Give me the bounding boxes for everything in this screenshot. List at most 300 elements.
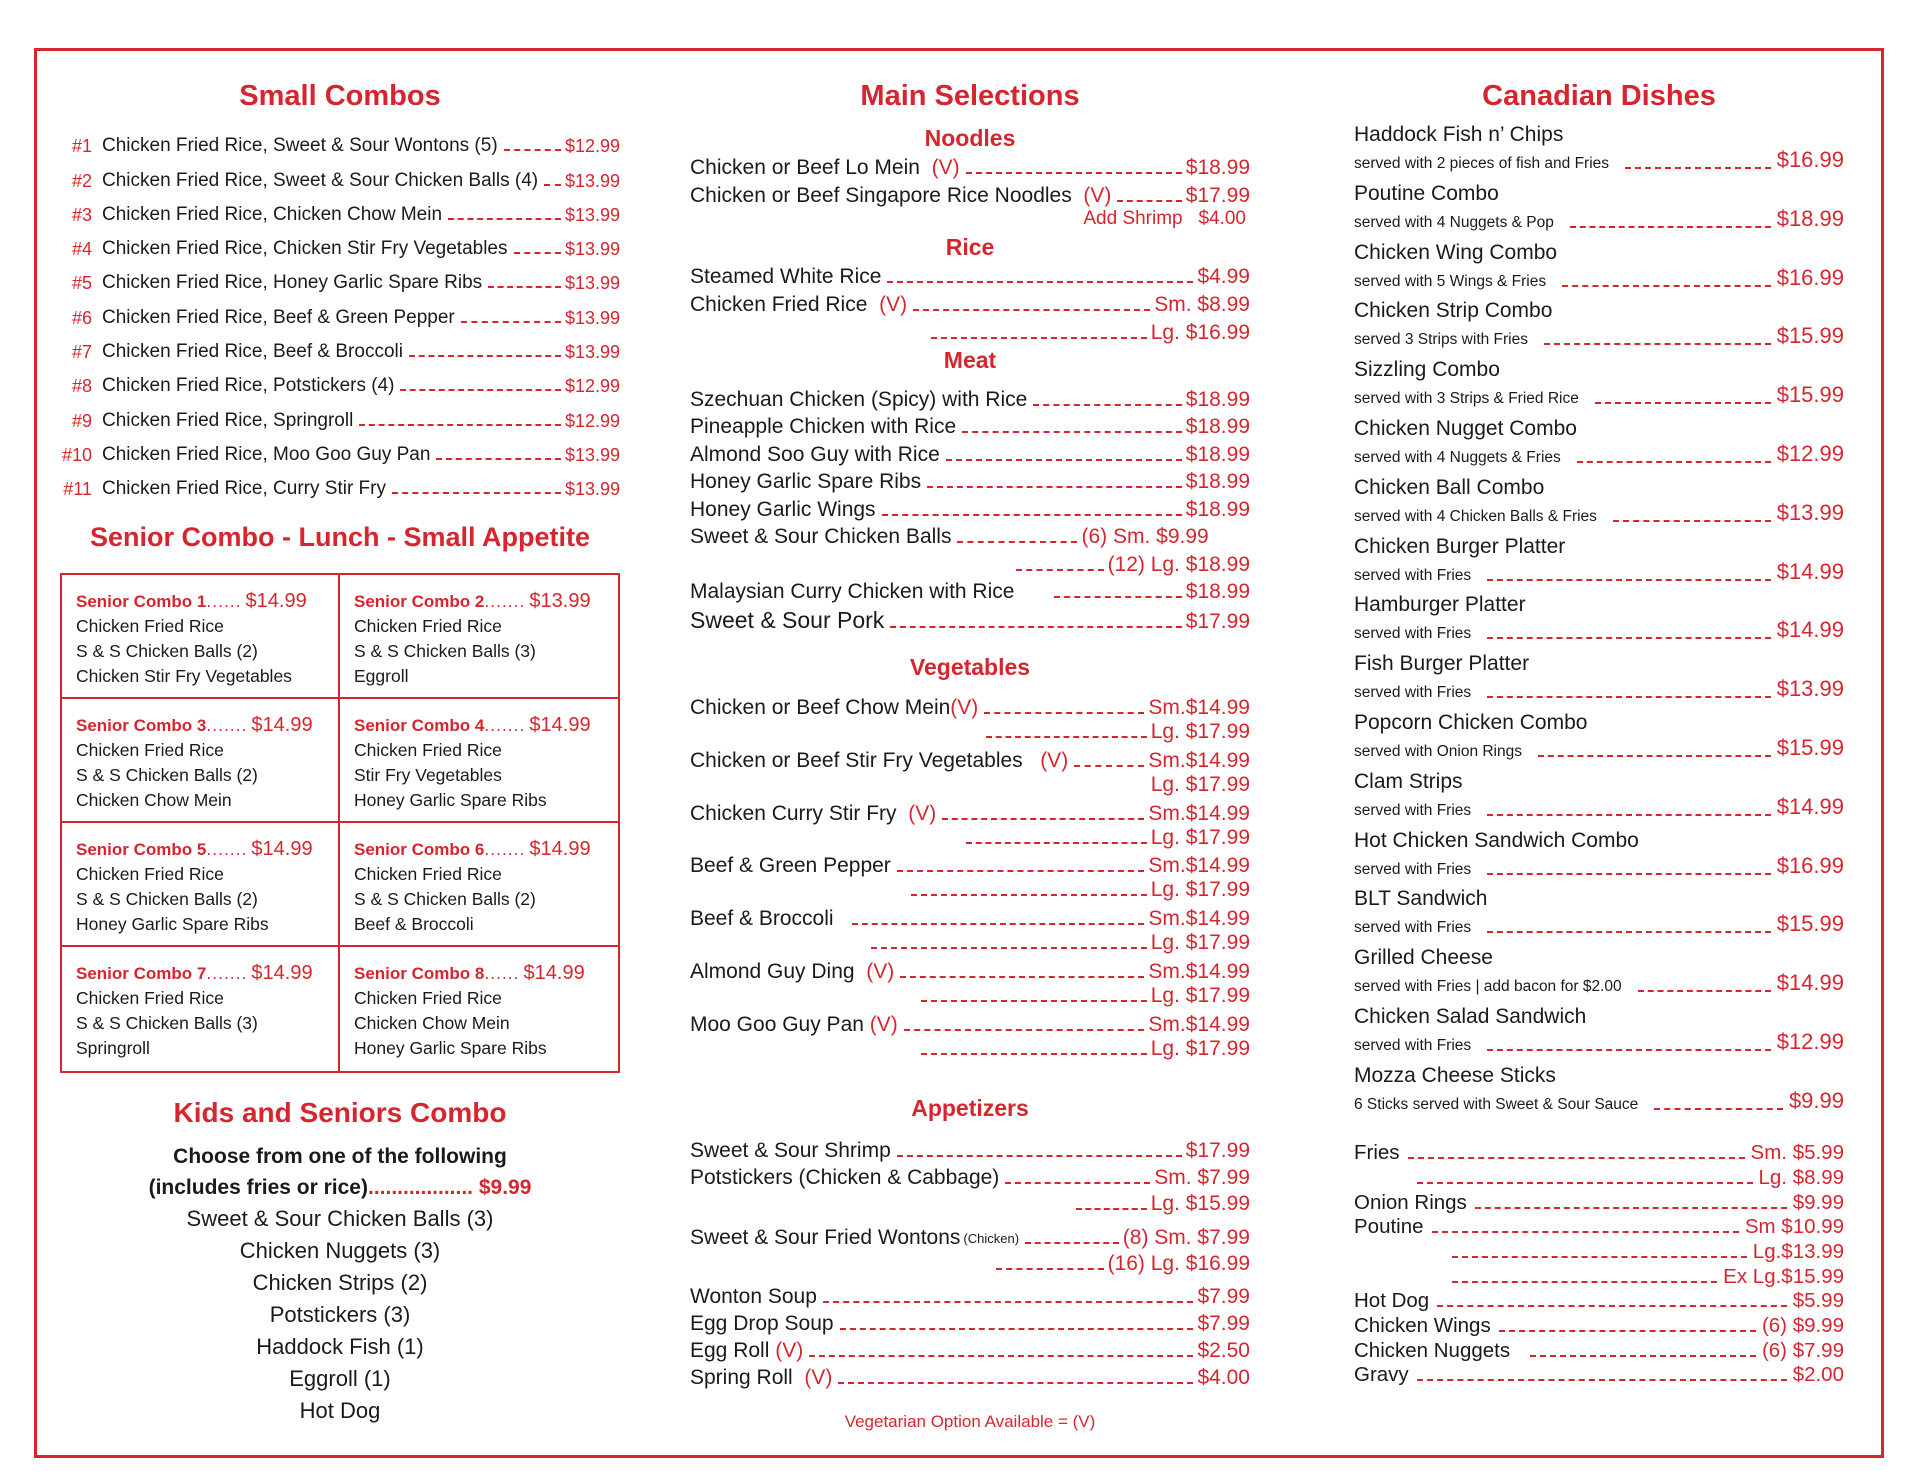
side-name: Poutine [1354,1215,1424,1239]
item-subtitle: served with Fries [1354,801,1472,819]
item-subtitle: served 3 Strips with Fries [1354,331,1528,349]
combo-price: $13.99 [564,342,620,363]
list-item: Hot Dog [299,1398,381,1424]
combo-price: $13.99 [564,307,620,328]
item-price-large: Lg. $17.99 [1150,772,1250,796]
combo-number: #11 [63,479,92,500]
item-name: Wonton Soup [690,1284,817,1308]
item-price: $17.99 [1185,610,1250,633]
combo-price: $12.99 [564,376,620,397]
kids-choose: Choose from one of the following [173,1145,507,1169]
item-name: Potstickers (Chicken & Cabbage) [690,1165,1000,1189]
combo-name: Chicken Fried Rice, Chicken Stir Fry Vegetables [102,238,508,260]
item-price-small: Sm.$14.99 [1148,907,1250,931]
item-name: Chicken Strip Combo [1354,299,1553,323]
item-price: $14.99 [1776,970,1844,996]
senior-combo-name: Senior Combo 8 [354,964,485,984]
list-item [1354,535,1844,594]
senior-combo-card: Senior Combo 4 ....... $14.99 Chicken Fried Rice Stir Fry Vegetables Honey Garlic Spare Ribs [340,699,618,823]
combo-line: Honey Garlic Spare Ribs [354,790,547,811]
combo-line: Stir Fry Vegetables [354,765,502,786]
list-item [1354,887,1844,946]
item-name: Grilled Cheese [1354,946,1493,970]
menu-row [690,1216,1250,1250]
appetizers-title: Appetizers [911,1094,1029,1121]
list-item [60,192,620,226]
item-name: Mozza Cheese Sticks [1354,1063,1556,1087]
combo-price: $13.99 [564,479,620,500]
combo-number: #3 [71,204,92,225]
item-name: Chicken or Beef Chow Mein [690,696,951,719]
senior-combo-name: Senior Combo 6 [354,840,485,860]
side-name: Chicken Nuggets [1354,1338,1511,1362]
item-name: Hot Chicken Sandwich Combo [1354,828,1639,852]
combo-name: Chicken Fried Rice, Honey Garlic Spare Ribs [102,272,483,294]
list-item [60,226,620,260]
combo-number: #2 [71,170,92,191]
item-name: Almond Soo Guy with Rice [690,442,940,466]
item-price: $2.50 [1197,1338,1250,1362]
item-subtitle: served with 4 Nuggets & Pop [1354,213,1554,231]
list-item [1354,182,1844,241]
veg-mark: (V) [908,801,937,825]
senior-combo-name: Senior Combo 4 [354,716,485,736]
combo-name: Chicken Fried Rice, Curry Stir Fry [102,478,386,500]
side-row [1354,1338,1844,1363]
item-subtitle: served with Onion Rings [1354,742,1522,760]
item-name: Beef & Green Pepper [690,854,891,878]
item-name: Chicken Wing Combo [1354,240,1558,264]
side-row [1354,1363,1844,1388]
side-row [1354,1264,1844,1289]
senior-combo-price: $14.99 [245,590,307,613]
combo-line: Chicken Fried Rice [354,864,502,885]
item-name: Sizzling Combo [1354,358,1500,382]
item-price-small: Sm.$14.99 [1148,1012,1250,1036]
list-item [690,851,1250,904]
add-shrimp-line [690,208,1250,234]
item-name: Chicken or Beef Stir Fry Vegetables [690,748,1023,772]
list-item [1354,593,1844,652]
list-item [1354,829,1844,888]
senior-combo-grid [60,573,620,1073]
combo-line: S & S Chicken Balls (2) [76,765,258,786]
combo-line: S & S Chicken Balls (3) [354,641,536,662]
side-row [1354,1239,1844,1264]
combo-number: #7 [71,342,92,363]
item-subtitle: served with Fries | add bacon for $2.00 [1354,978,1622,996]
item-subtitle: served with Fries [1354,1036,1472,1054]
add-shrimp-label: Add Shrimp [1083,208,1183,229]
veg-mark: (V) [804,1365,833,1389]
item-price: $18.99 [1185,415,1250,438]
senior-combo-card: Senior Combo 1 ...... $14.99 Chicken Fried Rice S & S Chicken Balls (2) Chicken Stir Fry Vegetables [62,575,340,699]
menu-row [690,1136,1250,1163]
side-price: (6) $9.99 [1761,1314,1844,1338]
list-item [1354,241,1844,300]
menu-row [690,1336,1250,1363]
combo-price: $13.99 [564,239,620,260]
combo-number: #10 [61,444,92,465]
list-item [60,363,620,397]
menu-row [690,439,1250,467]
combo-name: Chicken Fried Rice, Sweet & Sour Chicken Balls (4) [102,169,539,191]
menu-row [690,577,1250,605]
menu-row [690,1163,1250,1190]
item-price: $14.99 [1776,793,1844,819]
item-price-large: Lg. $17.99 [1150,720,1250,743]
list-item [1354,358,1844,417]
list-item [690,799,1250,852]
side-name: Gravy [1354,1363,1409,1387]
side-price: Lg.$13.99 [1752,1239,1844,1263]
item-price: $14.99 [1776,558,1844,584]
combo-line: S & S Chicken Balls (2) [76,889,258,910]
list-item [1354,946,1844,1005]
item-price-large: Lg. $17.99 [1150,931,1250,955]
senior-combo-name: Senior Combo 1 [76,592,207,612]
item-name: Chicken Nugget Combo [1354,416,1577,440]
senior-combo-price: $14.99 [523,962,585,985]
combo-number: #4 [71,239,92,260]
canadian-dishes-title: Canadian Dishes [1482,80,1716,112]
item-name: Malaysian Curry Chicken with Rice [690,580,1015,603]
small-combos-title: Small Combos [239,80,441,112]
item-name: Sweet & Sour Fried Wontons [690,1225,961,1249]
veg-mark: (V) [775,1338,804,1362]
senior-combo-card: Senior Combo 8 ...... $14.99 Chicken Fried Rice Chicken Chow Mein Honey Garlic Spare Ribs [340,947,618,1071]
item-name: Steamed White Rice [690,265,882,288]
list-item [1354,770,1844,829]
list-item [1354,476,1844,535]
item-price: $15.99 [1776,382,1844,408]
senior-combo-card: Senior Combo 7 ....... $14.99 Chicken Fried Rice S & S Chicken Balls (3) Springroll [62,947,340,1071]
combo-price: $12.99 [564,410,620,431]
veg-mark: (V) [869,1012,898,1036]
list-item [690,693,1250,746]
senior-combo-name: Senior Combo 3 [76,716,207,736]
list-item: Sweet & Sour Chicken Balls (3) [186,1206,494,1232]
item-price: $12.99 [1776,1028,1844,1054]
add-shrimp-price: $4.00 [1198,208,1246,229]
menu-row [690,1363,1250,1390]
side-row [1354,1190,1844,1215]
item-subtitle: served with 2 pieces of fish and Fries [1354,155,1610,172]
item-name: Szechuan Chicken (Spicy) with Rice [690,387,1028,411]
item-name: Honey Garlic Wings [690,497,876,521]
senior-combo-name: Senior Combo 7 [76,964,207,984]
item-price-large: Lg. $17.99 [1150,1036,1250,1060]
sides-list [1354,1141,1844,1388]
list-item [60,260,620,294]
combo-number: #6 [71,307,92,328]
combo-price: $13.99 [564,273,620,294]
senior-combo-price: $14.99 [529,838,591,861]
kids-includes: (includes fries or rice) [148,1176,368,1200]
item-price: Lg. $16.99 [1150,321,1250,344]
item-subtitle: served with Fries [1354,919,1472,937]
item-subtitle: served with Fries [1354,860,1472,878]
combo-number: #1 [71,136,92,157]
item-name: Honey Garlic Spare Ribs [690,470,922,493]
combo-number: #8 [71,376,92,397]
item-price: $13.99 [1776,676,1844,702]
item-price-small: Sm.$14.99 [1148,748,1250,772]
menu-row [690,1250,1250,1276]
item-price: $15.99 [1776,911,1844,937]
vegetarian-footnote: Vegetarian Option Available = (V) [844,1411,1096,1431]
item-name: Chicken Fried Rice [690,293,868,316]
list-item [60,294,620,328]
side-price: Ex Lg.$15.99 [1723,1264,1844,1288]
item-price: $9.99 [1788,1087,1844,1113]
item-price-small: Sm.$14.99 [1148,854,1250,878]
veg-mark: (V) [1040,748,1069,772]
senior-combo-card: Senior Combo 5 ....... $14.99 Chicken Fried Rice S & S Chicken Balls (2) Honey Garlic Spare Ribs [62,823,340,947]
combo-price: $13.99 [564,204,620,225]
combo-line: Chicken Fried Rice [354,740,502,761]
item-name: Beef & Broccoli [690,907,834,931]
item-name: Almond Guy Ding [690,959,855,983]
item-subtitle: served with Fries [1354,684,1472,702]
item-subtitle: served with Fries [1354,566,1472,584]
item-name: Chicken or Beef Lo Mein [690,156,920,179]
list-item: Chicken Strips (2) [252,1270,428,1296]
combo-name: Chicken Fried Rice, Beef & Green Pepper [102,306,455,328]
item-subtitle: 6 Sticks served with Sweet & Sour Sauce [1354,1095,1639,1113]
veg-mark: (V) [950,696,979,719]
item-name: Moo Goo Guy Pan [690,1012,864,1036]
menu-row [690,1309,1250,1336]
item-subtitle: served with 5 Wings & Fries [1354,272,1547,290]
combo-line: Springroll [76,1038,150,1059]
item-price-large: Lg. $17.99 [1150,825,1250,849]
combo-line: Honey Garlic Spare Ribs [76,914,269,935]
item-price: $12.99 [1776,440,1844,466]
combo-name: Chicken Fried Rice, Potstickers (4) [102,375,395,397]
combo-line: Honey Garlic Spare Ribs [354,1038,547,1059]
item-price: $15.99 [1776,734,1844,760]
item-price: $15.99 [1776,323,1844,349]
veg-mark: (V) [1083,184,1112,207]
kids-combo-list [60,1203,620,1427]
side-row [1354,1289,1844,1314]
list-item: Eggroll (1) [289,1366,391,1392]
senior-combo-card: Senior Combo 2 ....... $13.99 Chicken Fried Rice S & S Chicken Balls (3) Eggroll [340,575,618,699]
senior-combo-name: Senior Combo 5 [76,840,207,860]
side-price: (6) $7.99 [1761,1338,1844,1362]
menu-row [690,412,1250,440]
item-name: Chicken Salad Sandwich [1354,1004,1587,1028]
item-name: Spring Roll [690,1365,793,1389]
item-name: Chicken Ball Combo [1354,475,1545,499]
combo-name: Chicken Fried Rice, Beef & Broccoli [102,341,403,363]
item-price: $4.00 [1197,1365,1250,1389]
kids-combo-title: Kids and Seniors Combo [173,1097,507,1129]
list-item [60,123,620,157]
item-price: $16.99 [1776,852,1844,878]
item-price: $4.99 [1197,265,1250,288]
combo-line: Chicken Chow Mein [76,790,232,811]
combo-number: #5 [71,273,92,294]
item-name: Haddock Fish n’ Chips [1354,123,1564,146]
list-item [1354,711,1844,770]
item-name: Pineapple Chicken with Rice [690,415,957,438]
side-row [1354,1215,1844,1240]
item-note: (Chicken) [963,1230,1020,1246]
senior-combo-title: Senior Combo - Lunch - Small Appetite [89,522,590,553]
item-subtitle: served with 4 Chicken Balls & Fries [1354,507,1597,525]
combo-line: Eggroll [354,666,409,687]
combo-line: S & S Chicken Balls (3) [76,1013,258,1034]
menu-row [690,1190,1250,1216]
small-combos-list [60,123,620,500]
menu-row [690,261,1250,289]
side-price: $2.00 [1792,1363,1844,1387]
kids-price: $9.99 [478,1176,532,1200]
menu-row [690,180,1250,208]
combo-line: Chicken Fried Rice [76,864,224,885]
combo-line: S & S Chicken Balls (2) [76,641,258,662]
combo-line: Chicken Fried Rice [76,988,224,1009]
combo-line: Chicken Fried Rice [354,988,502,1009]
list-item [1354,1005,1844,1064]
combo-line: Chicken Stir Fry Vegetables [76,666,292,687]
right-column [1354,80,1844,1387]
list-item: Haddock Fish (1) [256,1334,424,1360]
item-price: $18.99 [1185,156,1250,179]
veg-mark: (V) [879,293,908,316]
senior-combo-name: Senior Combo 2 [354,592,485,612]
item-name: Chicken or Beef Singapore Rice Noodles [690,184,1072,207]
item-name: Sweet & Sour Pork [690,607,885,633]
menu-row [690,152,1250,180]
list-item [690,957,1250,1010]
combo-line: Chicken Chow Mein [354,1013,510,1034]
senior-combo-card: Senior Combo 3 ....... $14.99 Chicken Fried Rice S & S Chicken Balls (2) Chicken Chow Mein [62,699,340,823]
list-item [60,329,620,363]
veg-mark: (V) [866,959,895,983]
list-item: Potstickers (3) [269,1302,411,1328]
combo-line: S & S Chicken Balls (2) [354,889,536,910]
list-item [690,904,1250,957]
item-price: $17.99 [1185,184,1250,207]
combo-name: Chicken Fried Rice, Sweet & Sour Wontons (5) [102,135,498,157]
kids-combo-header [60,1141,620,1203]
list-item [690,746,1250,799]
list-item [1354,1064,1844,1123]
senior-combo-price: $14.99 [251,714,313,737]
item-name: Sweet & Sour Shrimp [690,1138,891,1162]
item-price: $18.99 [1185,387,1250,411]
item-price-large: (16) Lg. $16.99 [1107,1251,1250,1275]
item-price-small: (8) Sm. $7.99 [1122,1225,1250,1249]
vegetables-title: Vegetables [909,654,1031,680]
side-price: Lg. $8.99 [1758,1165,1844,1189]
senior-combo-price: $14.99 [251,962,313,985]
item-name: Egg Drop Soup [690,1311,834,1335]
item-price: (6) Sm. $9.99 [1081,525,1209,548]
middle-column [690,80,1250,1432]
item-subtitle: served with 3 Strips & Fried Rice [1354,390,1579,408]
rice-title: Rice [945,234,995,260]
combo-price: $13.99 [564,444,620,465]
side-price: $5.99 [1792,1289,1844,1313]
list-item [60,157,620,191]
side-price: Sm. $5.99 [1750,1141,1844,1165]
item-price-large: Lg. $17.99 [1150,878,1250,902]
appetizers-list [690,1136,1250,1390]
item-price: $18.99 [1185,442,1250,466]
senior-combo-card: Senior Combo 6 ....... $14.99 Chicken Fried Rice S & S Chicken Balls (2) Beef & Broccoli [340,823,618,947]
item-price: $13.99 [1776,499,1844,525]
combo-number: #9 [71,410,92,431]
menu-row [690,494,1250,522]
menu-row [690,384,1250,412]
item-price-small: Sm. $7.99 [1154,1165,1250,1189]
side-price: $9.99 [1792,1190,1844,1214]
item-name: Fish Burger Platter [1354,652,1530,676]
side-price: Sm $10.99 [1744,1215,1844,1239]
combo-line: Beef & Broccoli [354,914,474,935]
item-subtitle: served with Fries [1354,625,1472,643]
side-name: Fries [1354,1141,1400,1165]
item-price: (12) Lg. $18.99 [1107,552,1250,576]
item-price: $7.99 [1197,1284,1250,1308]
item-price: $14.99 [1776,617,1844,643]
item-name: Chicken Curry Stir Fry [690,801,897,825]
item-name: Poutine Combo [1354,181,1499,205]
combo-name: Chicken Fried Rice, Chicken Chow Mein [102,203,443,225]
side-name: Chicken Wings [1354,1314,1491,1338]
combo-price: $12.99 [564,136,620,157]
noodles-title: Noodles [924,125,1016,151]
canadian-list [1354,123,1844,1123]
item-price: $18.99 [1185,497,1250,521]
list-item [1354,417,1844,476]
combo-line: Chicken Fried Rice [76,616,224,637]
senior-combo-price: $14.99 [251,838,313,861]
combo-price: $13.99 [564,170,620,191]
item-price: $18.99 [1185,470,1250,493]
item-price: $16.99 [1776,264,1844,290]
left-column [60,80,620,1427]
veg-mark: (V) [931,156,960,179]
item-name: Egg Roll [690,1338,770,1362]
item-price-small: Sm.$14.99 [1148,959,1250,983]
combo-name: Chicken Fried Rice, Moo Goo Guy Pan [102,443,431,465]
item-price-small: Sm.$14.99 [1148,696,1250,719]
list-item [1354,123,1844,182]
item-name: Hamburger Platter [1354,593,1526,617]
meat-title: Meat [943,347,997,373]
meat-list [690,384,1250,634]
senior-combo-price: $14.99 [529,714,591,737]
item-price: $7.99 [1197,1311,1250,1335]
list-item [1354,652,1844,711]
item-price: Sm. $8.99 [1154,293,1250,316]
menu-row [690,604,1250,634]
side-row [1354,1313,1844,1338]
list-item [690,1010,1250,1063]
item-price: $18.99 [1185,580,1250,603]
list-item [60,466,620,500]
menu-row [690,289,1250,317]
menu-row [690,467,1250,495]
item-price: $18.99 [1776,205,1844,231]
main-selections-title: Main Selections [860,80,1080,112]
senior-combo-price: $13.99 [529,590,591,613]
